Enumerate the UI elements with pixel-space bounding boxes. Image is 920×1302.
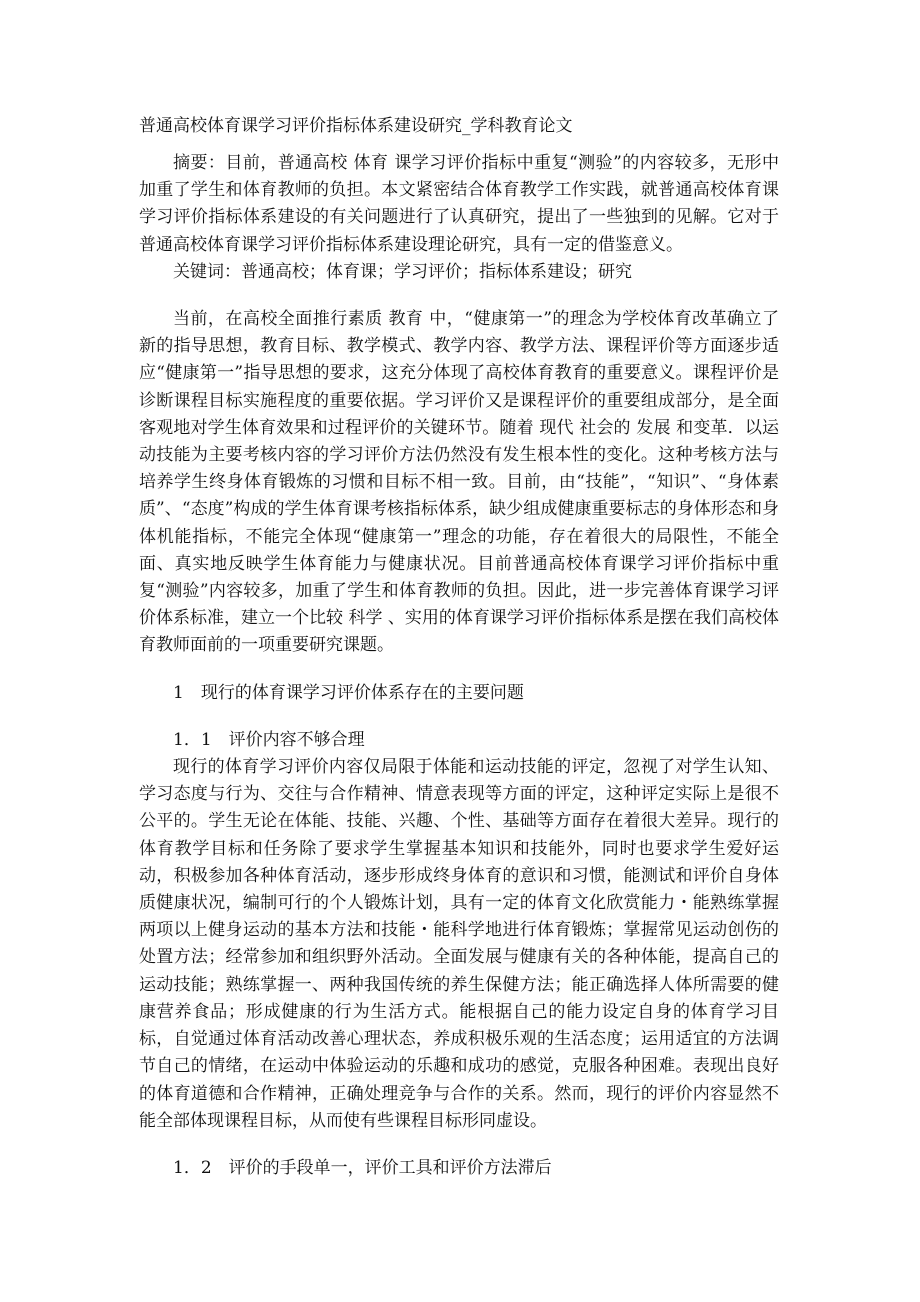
intro-paragraph: 当前，在高校全面推行素质 教育 中，“健康第一”的理念为学校体育改革确立了新的指导思想，教育目标、教学模式、教学内容、教学方法、课程评价等方面逐步适应“健康第一”指导思想的要求，这充分体现了高校体育教育的重要意义。课程评价是诊断课程目标实施程度的重要依据。学习评价又是课程评价的重要组成部分，是全面客观地对学生体育效果和过程评价的关键环节。随着 现代 社会的 发展 和变革．以运动技能为主要考核内容的学习评价方法仍然没有发生根本性的变化。这种考核方法与培养学生终身体育锻炼的习惯和目标不相一致。目前，由“技能”，“知识”、“身体素质”、“态度”构成的学生体育课考核指标体系，缺少组成健康重要标志的身体形态和身体机能指标，不能完全体现“健康第一”理念的功能，存在着很大的局限性，不能全面、真实地反映学生体育能力与健康状况。目前普通高校体育课学习评价指标中重复“测验”内容较多，加重了学生和体育教师的负担。因此，进一步完善体育课学习评价体系标准，建立一个比较 科学 、实用的体育课学习评价指标体系是摆在我们高校体育教师面前的一项重要研究课题。 [139, 309, 779, 656]
section-1-1-body: 现行的体育学习评价内容仅局限于体能和运动技能的评定，忽视了对学生认知、学习态度与行为、交往与合作精神、情意表现等方面的评定，这种评定实际上是很不公平的。学生无论在体能、技能、兴趣、个性、基础等方面存在着很大差异。现行的体育教学目标和任务除了要求学生掌握基本知识和技能外，同时也要求学生爱好运动，积极参加各种体育活动，逐步形成终身体育的意识和习惯，能测试和评价自身体质健康状况，编制可行的个人锻炼计划，具有一定的体育文化欣赏能力・能熟练掌握两项以上健身运动的基本方法和技能・能科学地进行体育锻炼；掌握常见运动创伤的处置方法；经常参加和组织野外活动。全面发展与健康有关的各种体能，提高自己的运动技能；熟练掌握一、两种我国传统的养生保健方法；能正确选择人体所需要的健康营养食品；形成健康的行为生活方式。能根据自己的能力设定自身的体育学习目标，自觉通过体育活动改善心理状态，养成积极乐观的生活态度；运用适宜的方法调节自己的情绪，在运动中体验运动的乐趣和成功的感觉，克服各种困难。表现出良好的体育道德和合作精神，正确处理竞争与合作的关系。然而，现行的评价内容显然不能全部体现课程目标，从而使有些课程目标形同虚设。 [139, 757, 779, 1131]
keywords-paragraph: 关键词：普通高校；体育课；学习评价；指标体系建设；研究 [173, 261, 632, 282]
section-1-2-heading: 1．2 评价的手段单一，评价工具和评价方法滞后 [173, 1157, 552, 1178]
section-1-heading: 1 现行的体育课学习评价体系存在的主要问题 [173, 682, 524, 703]
section-1-1-heading: 1．1 评价内容不够合理 [173, 729, 365, 750]
abstract-paragraph: 摘要：目前，普通高校 体育 课学习评价指标中重复“测验”的内容较多，无形中加重了学生和体育教师的负担。本文紧密结合体育教学工作实践，就普通高校体育课学习评价指标体系建设的有关问题进行了认真研究，提出了一些独到的见解。它对于普通高校体育课学习评价指标体系建设理论研究，具有一定的借鉴意义。 [139, 153, 779, 255]
document-title: 普通高校体育课学习评价指标体系建设研究_学科教育论文 [139, 116, 573, 136]
document-page [139, 112, 779, 1182]
